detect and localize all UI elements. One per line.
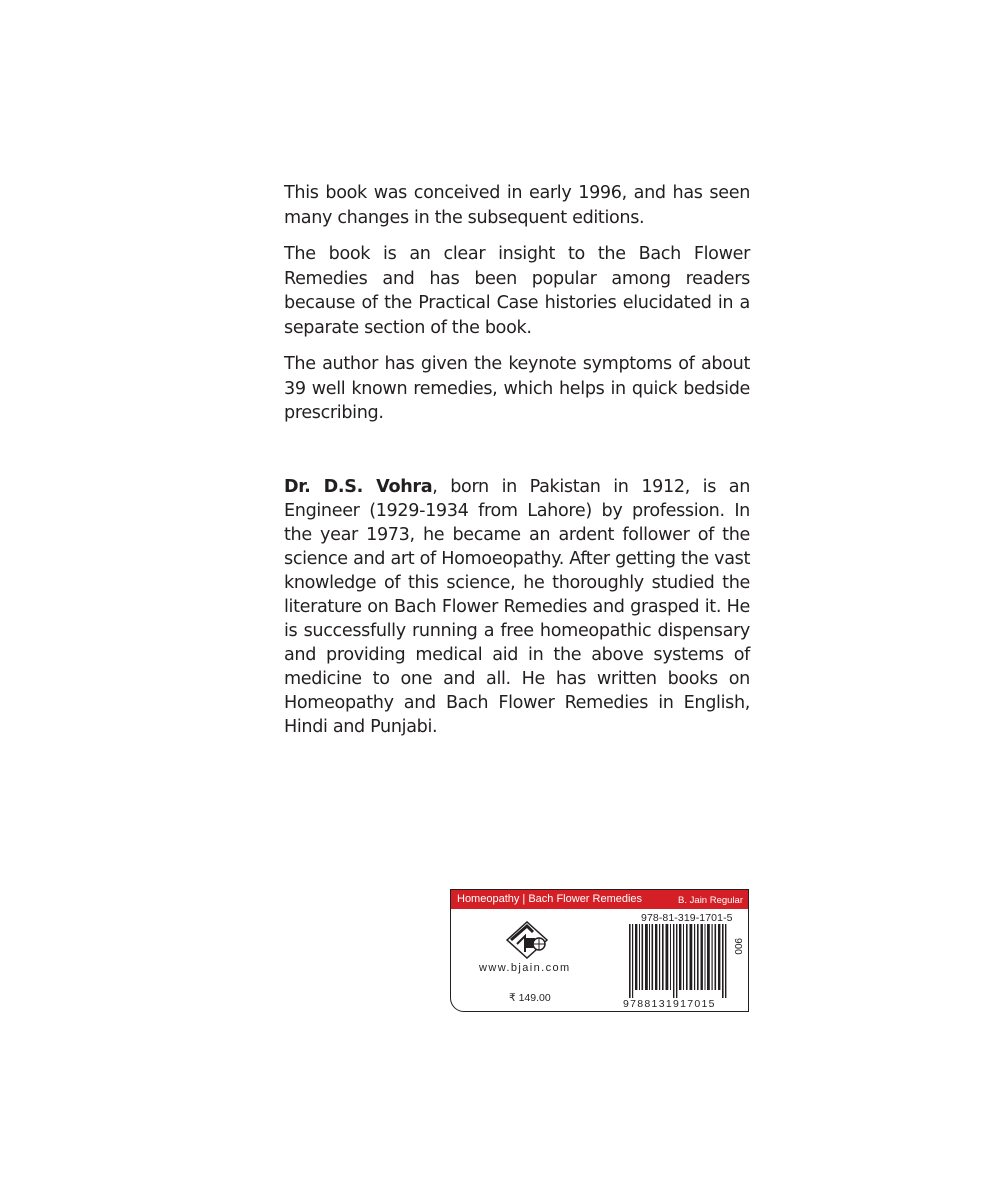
publisher-logo-icon	[503, 918, 555, 962]
back-cover-blurb	[284, 181, 750, 438]
publisher-label-box	[450, 889, 749, 1012]
barcode-number-text: 9788131917015	[623, 998, 716, 1010]
author-bio-text: , born in Pakistan in 1912, is an Engineer (1929-1934 from Lahore) by profession. In the year 1973, he became an ardent follower of the science and art of Homoeopathy. After getting the vast knowledge of this science, he thoroughly studied the literature on Bach Flower Remedies and grasped it. He is successfully running a free homeopathic dispensary and providing medical aid in the above systems of medicine to one and all. He has written books on Homeopathy and Bach Flower Remedies in English, Hindi and Punjabi.	[284, 477, 750, 737]
blurb-paragraph-3: The author has given the keynote symptoms of about 39 well known remedies, which helps in quick bedside prescribing.	[284, 354, 750, 423]
author-bio	[284, 475, 750, 739]
price-text: ₹ 149.00	[509, 992, 551, 1004]
website-text: www.bjain.com	[479, 962, 571, 974]
blurb-paragraph-2: The book is an clear insight to the Bach Flower Remedies and has been popular among readers because of the Practical Case histories elucidated in a separate section of the book.	[284, 244, 750, 338]
barcode-addon-text: 900	[732, 938, 743, 955]
blurb-paragraph-1: This book was conceived in early 1996, and has seen many changes in the subsequent editions.	[284, 183, 750, 228]
category-band	[451, 890, 748, 909]
series-text: B. Jain Regular	[678, 895, 743, 906]
barcode-icon	[627, 924, 727, 998]
isbn-text: 978-81-319-1701-5	[641, 912, 733, 924]
category-text: Homeopathy | Bach Flower Remedies	[457, 893, 643, 905]
author-name: Dr. D.S. Vohra	[284, 477, 433, 497]
